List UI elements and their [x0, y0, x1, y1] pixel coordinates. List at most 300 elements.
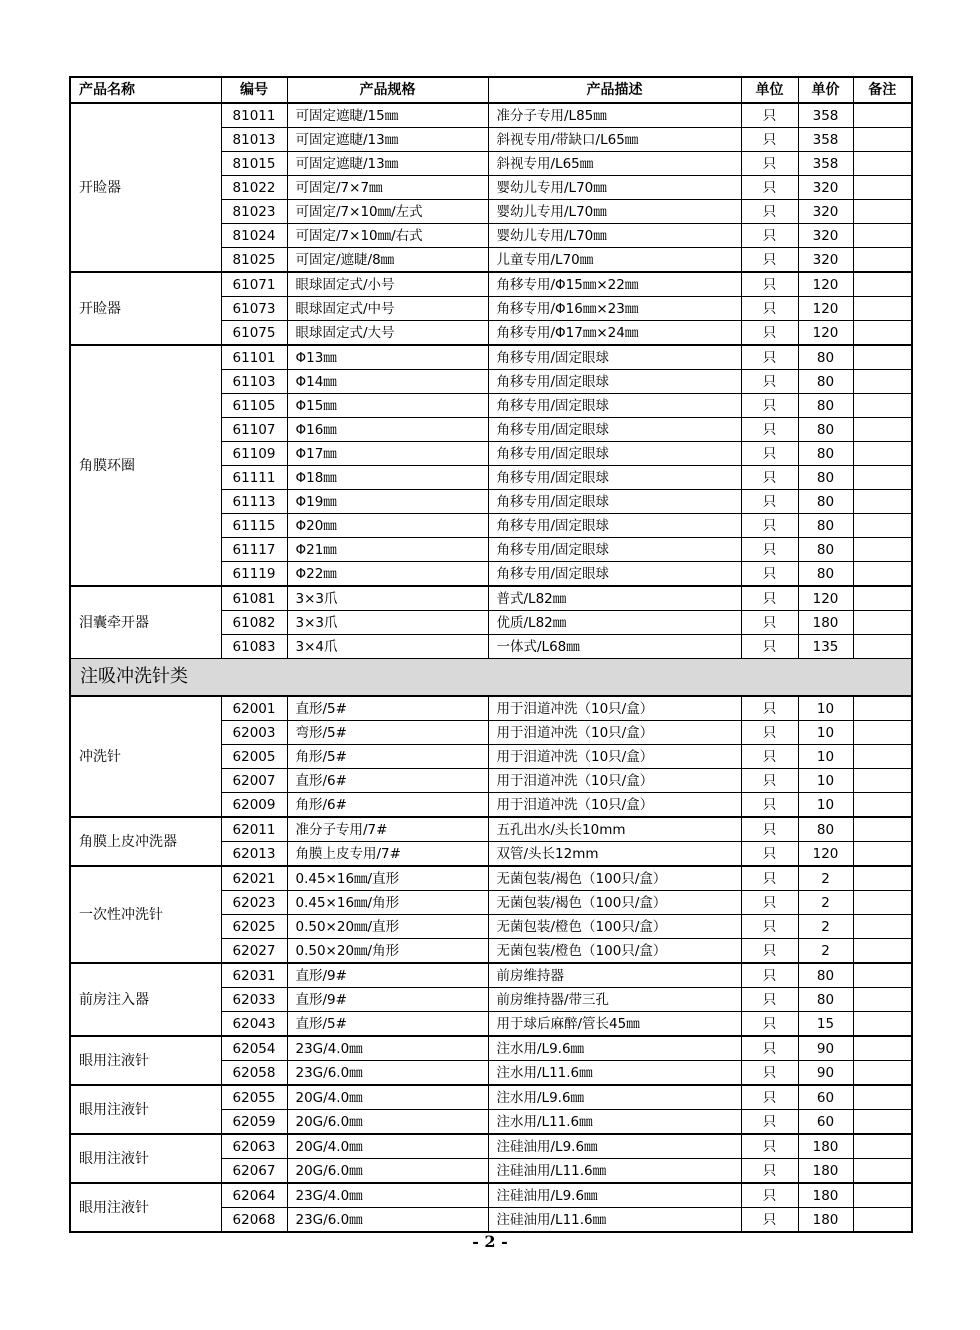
note-cell [853, 721, 912, 745]
unit-cell: 只 [741, 176, 798, 200]
note-cell [853, 635, 912, 659]
unit-cell: 只 [741, 272, 798, 297]
spec-cell: 角形/5# [287, 745, 488, 769]
price-cell: 80 [798, 514, 853, 538]
note-cell [853, 1061, 912, 1086]
desc-cell: 注硅油用/L9.6㎜ [488, 1134, 741, 1159]
note-cell [853, 891, 912, 915]
desc-cell: 角移专用/固定眼球 [488, 345, 741, 370]
desc-cell: 前房维持器/带三孔 [488, 988, 741, 1012]
code-cell: 81022 [221, 176, 287, 200]
unit-cell: 只 [741, 538, 798, 562]
unit-cell: 只 [741, 721, 798, 745]
unit-cell: 只 [741, 866, 798, 891]
desc-cell: 斜视专用/带缺口/L65㎜ [488, 128, 741, 152]
code-cell: 61119 [221, 562, 287, 587]
desc-cell: 斜视专用/L65㎜ [488, 152, 741, 176]
unit-cell: 只 [741, 418, 798, 442]
code-cell: 81013 [221, 128, 287, 152]
unit-cell: 只 [741, 562, 798, 587]
price-cell: 80 [798, 345, 853, 370]
note-cell [853, 963, 912, 988]
category-cell: 一次性冲洗针 [70, 866, 221, 963]
note-cell [853, 514, 912, 538]
category-cell: 眼用注液针 [70, 1036, 221, 1085]
code-cell: 62023 [221, 891, 287, 915]
spec-cell: 角形/6# [287, 793, 488, 818]
unit-cell: 只 [741, 1110, 798, 1135]
unit-cell: 只 [741, 297, 798, 321]
spec-cell: 20G/4.0㎜ [287, 1085, 488, 1110]
table-row [70, 963, 912, 988]
unit-cell: 只 [741, 321, 798, 346]
price-cell: 80 [798, 490, 853, 514]
spec-cell: Φ16㎜ [287, 418, 488, 442]
code-cell: 62054 [221, 1036, 287, 1061]
desc-cell: 注硅油用/L11.6㎜ [488, 1208, 741, 1233]
desc-cell: 用于泪道冲洗（10只/盒） [488, 721, 741, 745]
note-cell [853, 866, 912, 891]
note-cell [853, 988, 912, 1012]
code-cell: 62059 [221, 1110, 287, 1135]
category-cell: 冲洗针 [70, 696, 221, 817]
desc-cell: 角移专用/固定眼球 [488, 538, 741, 562]
unit-cell: 只 [741, 939, 798, 964]
price-cell: 320 [798, 248, 853, 273]
col-header-note: 备注 [853, 77, 912, 103]
unit-cell: 只 [741, 1183, 798, 1208]
price-cell: 10 [798, 696, 853, 721]
code-cell: 61105 [221, 394, 287, 418]
note-cell [853, 370, 912, 394]
price-cell: 90 [798, 1036, 853, 1061]
note-cell [853, 1110, 912, 1135]
table-row [70, 866, 912, 891]
code-cell: 62005 [221, 745, 287, 769]
spec-cell: Φ20㎜ [287, 514, 488, 538]
note-cell [853, 696, 912, 721]
unit-cell: 只 [741, 611, 798, 635]
desc-cell: 准分子专用/L85㎜ [488, 103, 741, 128]
note-cell [853, 176, 912, 200]
unit-cell: 只 [741, 442, 798, 466]
spec-cell: 可固定遮睫/13㎜ [287, 152, 488, 176]
code-cell: 62033 [221, 988, 287, 1012]
code-cell: 61101 [221, 345, 287, 370]
category-cell: 开睑器 [70, 272, 221, 345]
price-cell: 10 [798, 769, 853, 793]
desc-cell: 用于泪道冲洗（10只/盒） [488, 769, 741, 793]
price-cell: 358 [798, 128, 853, 152]
code-cell: 62063 [221, 1134, 287, 1159]
category-cell: 泪囊牵开器 [70, 586, 221, 659]
unit-cell: 只 [741, 370, 798, 394]
desc-cell: 注水用/L11.6㎜ [488, 1061, 741, 1086]
price-cell: 320 [798, 176, 853, 200]
col-header-unit: 单位 [741, 77, 798, 103]
spec-cell: 20G/6.0㎜ [287, 1159, 488, 1184]
code-cell: 62067 [221, 1159, 287, 1184]
desc-cell: 角移专用/固定眼球 [488, 394, 741, 418]
note-cell [853, 466, 912, 490]
note-cell [853, 1208, 912, 1233]
spec-cell: Φ22㎜ [287, 562, 488, 587]
unit-cell: 只 [741, 490, 798, 514]
code-cell: 61107 [221, 418, 287, 442]
spec-cell: Φ21㎜ [287, 538, 488, 562]
unit-cell: 只 [741, 963, 798, 988]
code-cell: 61111 [221, 466, 287, 490]
price-cell: 60 [798, 1085, 853, 1110]
note-cell [853, 1183, 912, 1208]
spec-cell: 可固定遮睫/15㎜ [287, 103, 488, 128]
desc-cell: 无菌包装/橙色（100只/盒） [488, 939, 741, 964]
desc-cell: 双管/头长12mm [488, 842, 741, 867]
desc-cell: 用于泪道冲洗（10只/盒） [488, 793, 741, 818]
table-body [70, 103, 912, 1232]
note-cell [853, 1085, 912, 1110]
price-cell: 80 [798, 370, 853, 394]
code-cell: 62003 [221, 721, 287, 745]
note-cell [853, 915, 912, 939]
desc-cell: 无菌包装/橙色（100只/盒） [488, 915, 741, 939]
desc-cell: 注水用/L9.6㎜ [488, 1085, 741, 1110]
note-cell [853, 1036, 912, 1061]
spec-cell: 3×3爪 [287, 611, 488, 635]
price-cell: 80 [798, 394, 853, 418]
category-cell: 角膜上皮冲洗器 [70, 817, 221, 866]
price-cell: 120 [798, 297, 853, 321]
price-cell: 320 [798, 200, 853, 224]
note-cell [853, 538, 912, 562]
price-cell: 80 [798, 538, 853, 562]
price-cell: 90 [798, 1061, 853, 1086]
price-cell: 120 [798, 272, 853, 297]
desc-cell: 用于泪道冲洗（10只/盒） [488, 696, 741, 721]
desc-cell: 注硅油用/L11.6㎜ [488, 1159, 741, 1184]
spec-cell: 23G/6.0㎜ [287, 1208, 488, 1233]
price-cell: 120 [798, 842, 853, 867]
col-header-code: 编号 [221, 77, 287, 103]
code-cell: 62031 [221, 963, 287, 988]
note-cell [853, 939, 912, 964]
table-row [70, 1085, 912, 1110]
code-cell: 61082 [221, 611, 287, 635]
desc-cell: 角移专用/固定眼球 [488, 466, 741, 490]
price-cell: 80 [798, 466, 853, 490]
note-cell [853, 611, 912, 635]
category-cell: 眼用注液针 [70, 1134, 221, 1183]
spec-cell: 弯形/5# [287, 721, 488, 745]
spec-cell: 20G/4.0㎜ [287, 1134, 488, 1159]
code-cell: 61115 [221, 514, 287, 538]
category-cell: 角膜环圈 [70, 345, 221, 586]
note-cell [853, 418, 912, 442]
code-cell: 81011 [221, 103, 287, 128]
code-cell: 81023 [221, 200, 287, 224]
desc-cell: 角移专用/固定眼球 [488, 370, 741, 394]
table-row [70, 586, 912, 611]
col-header-name: 产品名称 [70, 77, 221, 103]
spec-cell: 直形/5# [287, 696, 488, 721]
price-cell: 180 [798, 1159, 853, 1184]
price-cell: 180 [798, 1208, 853, 1233]
spec-cell: 眼球固定式/中号 [287, 297, 488, 321]
price-cell: 2 [798, 939, 853, 964]
table-row [70, 1036, 912, 1061]
code-cell: 62007 [221, 769, 287, 793]
spec-cell: 直形/5# [287, 1012, 488, 1037]
category-cell: 前房注入器 [70, 963, 221, 1036]
unit-cell: 只 [741, 152, 798, 176]
price-cell: 320 [798, 224, 853, 248]
spec-cell: 0.50×20㎜/直形 [287, 915, 488, 939]
note-cell [853, 128, 912, 152]
note-cell [853, 586, 912, 611]
unit-cell: 只 [741, 745, 798, 769]
desc-cell: 普式/L82㎜ [488, 586, 741, 611]
unit-cell: 只 [741, 1159, 798, 1184]
code-cell: 62025 [221, 915, 287, 939]
price-cell: 120 [798, 321, 853, 346]
unit-cell: 只 [741, 1134, 798, 1159]
price-cell: 80 [798, 963, 853, 988]
note-cell [853, 745, 912, 769]
price-cell: 135 [798, 635, 853, 659]
code-cell: 61113 [221, 490, 287, 514]
desc-cell: 婴幼儿专用/L70㎜ [488, 200, 741, 224]
spec-cell: 可固定/7×7㎜ [287, 176, 488, 200]
price-cell: 10 [798, 721, 853, 745]
unit-cell: 只 [741, 1085, 798, 1110]
desc-cell: 注水用/L11.6㎜ [488, 1110, 741, 1135]
code-cell: 81025 [221, 248, 287, 273]
unit-cell: 只 [741, 769, 798, 793]
code-cell: 81024 [221, 224, 287, 248]
price-cell: 180 [798, 1134, 853, 1159]
spec-cell: Φ18㎜ [287, 466, 488, 490]
price-cell: 10 [798, 793, 853, 818]
desc-cell: 角移专用/固定眼球 [488, 442, 741, 466]
category-cell: 眼用注液针 [70, 1183, 221, 1232]
note-cell [853, 224, 912, 248]
price-cell: 80 [798, 442, 853, 466]
spec-cell: Φ19㎜ [287, 490, 488, 514]
desc-cell: 无菌包装/褐色（100只/盒） [488, 866, 741, 891]
table-row [70, 1134, 912, 1159]
note-cell [853, 1012, 912, 1037]
desc-cell: 注水用/L9.6㎜ [488, 1036, 741, 1061]
spec-cell: Φ13㎜ [287, 345, 488, 370]
desc-cell: 无菌包装/褐色（100只/盒） [488, 891, 741, 915]
note-cell [853, 321, 912, 346]
table-row [70, 345, 912, 370]
spec-cell: 眼球固定式/小号 [287, 272, 488, 297]
price-cell: 80 [798, 817, 853, 842]
col-header-spec: 产品规格 [287, 77, 488, 103]
unit-cell: 只 [741, 466, 798, 490]
spec-cell: 0.45×16㎜/角形 [287, 891, 488, 915]
spec-cell: 可固定/7×10㎜/右式 [287, 224, 488, 248]
col-header-price: 单价 [798, 77, 853, 103]
unit-cell: 只 [741, 1208, 798, 1233]
price-cell: 120 [798, 586, 853, 611]
note-cell [853, 490, 912, 514]
code-cell: 81015 [221, 152, 287, 176]
code-cell: 62055 [221, 1085, 287, 1110]
col-header-desc: 产品描述 [488, 77, 741, 103]
unit-cell: 只 [741, 248, 798, 273]
note-cell [853, 842, 912, 867]
note-cell [853, 248, 912, 273]
spec-cell: 角膜上皮专用/7# [287, 842, 488, 867]
desc-cell: 角移专用/固定眼球 [488, 418, 741, 442]
category-cell: 眼用注液针 [70, 1085, 221, 1134]
spec-cell: 3×4爪 [287, 635, 488, 659]
unit-cell: 只 [741, 345, 798, 370]
spec-cell: 直形/9# [287, 963, 488, 988]
price-table [69, 76, 913, 1233]
note-cell [853, 442, 912, 466]
note-cell [853, 793, 912, 818]
code-cell: 61073 [221, 297, 287, 321]
price-cell: 2 [798, 866, 853, 891]
code-cell: 62068 [221, 1208, 287, 1233]
unit-cell: 只 [741, 696, 798, 721]
desc-cell: 用于泪道冲洗（10只/盒） [488, 745, 741, 769]
spec-cell: Φ14㎜ [287, 370, 488, 394]
unit-cell: 只 [741, 224, 798, 248]
desc-cell: 角移专用/Φ17㎜×24㎜ [488, 321, 741, 346]
code-cell: 62013 [221, 842, 287, 867]
desc-cell: 用于球后麻醉/管长45㎜ [488, 1012, 741, 1037]
code-cell: 62043 [221, 1012, 287, 1037]
desc-cell: 优质/L82㎜ [488, 611, 741, 635]
price-cell: 358 [798, 152, 853, 176]
desc-cell: 婴幼儿专用/L70㎜ [488, 224, 741, 248]
note-cell [853, 297, 912, 321]
spec-cell: 直形/9# [287, 988, 488, 1012]
unit-cell: 只 [741, 394, 798, 418]
unit-cell: 只 [741, 635, 798, 659]
code-cell: 62009 [221, 793, 287, 818]
category-cell: 开睑器 [70, 103, 221, 272]
desc-cell: 角移专用/固定眼球 [488, 490, 741, 514]
spec-cell: 眼球固定式/大号 [287, 321, 488, 346]
desc-cell: 角移专用/固定眼球 [488, 562, 741, 587]
code-cell: 61109 [221, 442, 287, 466]
note-cell [853, 200, 912, 224]
note-cell [853, 562, 912, 587]
code-cell: 62027 [221, 939, 287, 964]
unit-cell: 只 [741, 514, 798, 538]
spec-cell: Φ15㎜ [287, 394, 488, 418]
desc-cell: 角移专用/Φ15㎜×22㎜ [488, 272, 741, 297]
unit-cell: 只 [741, 128, 798, 152]
unit-cell: 只 [741, 915, 798, 939]
unit-cell: 只 [741, 817, 798, 842]
table-header-row [70, 77, 912, 103]
code-cell: 62021 [221, 866, 287, 891]
price-cell: 80 [798, 562, 853, 587]
code-cell: 61103 [221, 370, 287, 394]
spec-cell: 可固定/遮睫/8㎜ [287, 248, 488, 273]
code-cell: 61083 [221, 635, 287, 659]
note-cell [853, 1159, 912, 1184]
unit-cell: 只 [741, 586, 798, 611]
unit-cell: 只 [741, 200, 798, 224]
unit-cell: 只 [741, 793, 798, 818]
spec-cell: 准分子专用/7# [287, 817, 488, 842]
spec-cell: 20G/6.0㎜ [287, 1110, 488, 1135]
spec-cell: 23G/6.0㎜ [287, 1061, 488, 1086]
table-row [70, 696, 912, 721]
section-title: 注吸冲洗针类 [70, 659, 912, 697]
price-cell: 80 [798, 418, 853, 442]
price-cell: 10 [798, 745, 853, 769]
desc-cell: 角移专用/Φ16㎜×23㎜ [488, 297, 741, 321]
desc-cell: 注硅油用/L9.6㎜ [488, 1183, 741, 1208]
spec-cell: 3×3爪 [287, 586, 488, 611]
price-cell: 2 [798, 915, 853, 939]
page-number: - 2 - [472, 1232, 508, 1251]
section-header-row [70, 659, 912, 697]
spec-cell: 0.50×20㎜/角形 [287, 939, 488, 964]
price-cell: 358 [798, 103, 853, 128]
table-row [70, 817, 912, 842]
spec-cell: 可固定遮睫/13㎜ [287, 128, 488, 152]
desc-cell: 前房维持器 [488, 963, 741, 988]
note-cell [853, 345, 912, 370]
price-cell: 2 [798, 891, 853, 915]
code-cell: 61075 [221, 321, 287, 346]
unit-cell: 只 [741, 988, 798, 1012]
note-cell [853, 272, 912, 297]
table-row [70, 103, 912, 128]
spec-cell: 0.45×16㎜/直形 [287, 866, 488, 891]
code-cell: 62011 [221, 817, 287, 842]
price-cell: 80 [798, 988, 853, 1012]
note-cell [853, 103, 912, 128]
unit-cell: 只 [741, 1036, 798, 1061]
note-cell [853, 769, 912, 793]
unit-cell: 只 [741, 1012, 798, 1037]
unit-cell: 只 [741, 891, 798, 915]
desc-cell: 婴幼儿专用/L70㎜ [488, 176, 741, 200]
spec-cell: 直形/6# [287, 769, 488, 793]
price-cell: 60 [798, 1110, 853, 1135]
unit-cell: 只 [741, 1061, 798, 1086]
unit-cell: 只 [741, 842, 798, 867]
price-cell: 15 [798, 1012, 853, 1037]
spec-cell: 可固定/7×10㎜/左式 [287, 200, 488, 224]
note-cell [853, 817, 912, 842]
note-cell [853, 1134, 912, 1159]
price-cell: 180 [798, 611, 853, 635]
price-cell: 180 [798, 1183, 853, 1208]
desc-cell: 角移专用/固定眼球 [488, 514, 741, 538]
table-row [70, 1183, 912, 1208]
desc-cell: 五孔出水/头长10mm [488, 817, 741, 842]
desc-cell: 儿童专用/L70㎜ [488, 248, 741, 273]
table-row [70, 272, 912, 297]
spec-cell: Φ17㎜ [287, 442, 488, 466]
note-cell [853, 394, 912, 418]
spec-cell: 23G/4.0㎜ [287, 1036, 488, 1061]
code-cell: 62058 [221, 1061, 287, 1086]
code-cell: 62001 [221, 696, 287, 721]
code-cell: 62064 [221, 1183, 287, 1208]
